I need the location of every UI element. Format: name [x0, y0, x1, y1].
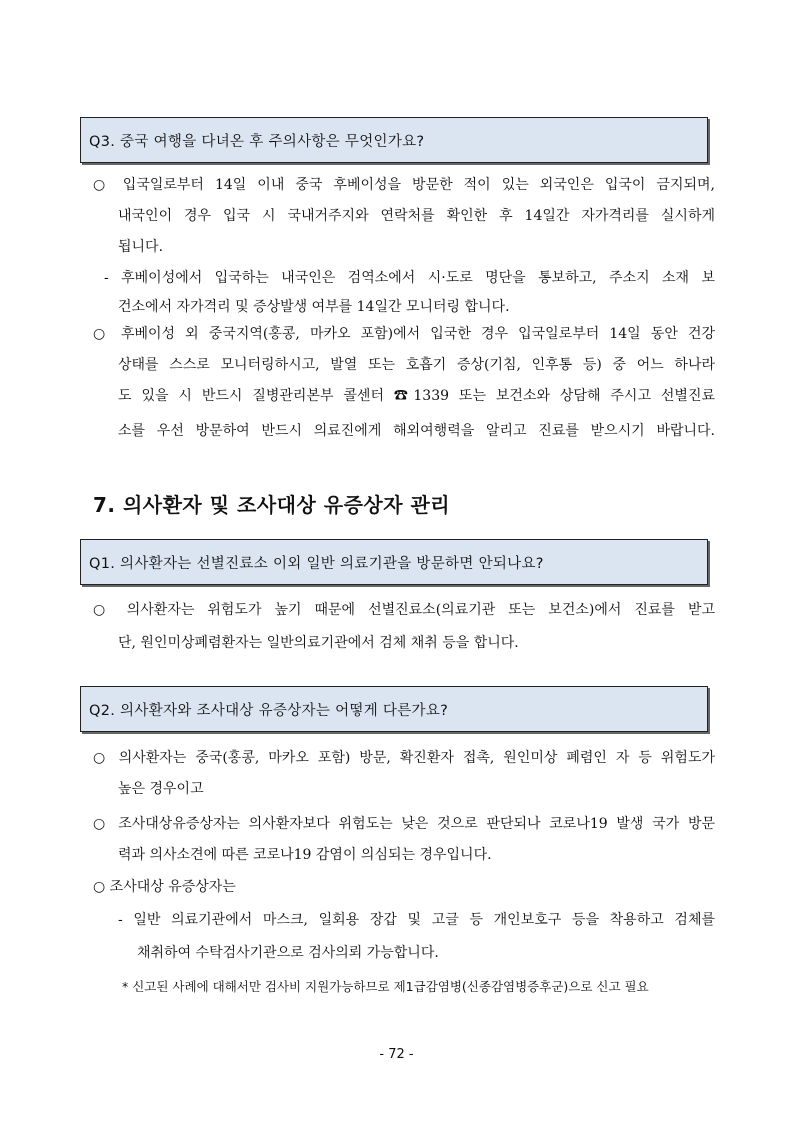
q3-line-3: 됩니다.	[118, 239, 164, 255]
q3-line-4: - 후베이성에서 입국하는 내국인은 검역소에서 시·도로 명단을 통보하고, 주소지 소재 보	[104, 270, 715, 286]
q2-line-5: ○ 조사대상 유증상자는	[93, 879, 236, 895]
q3-line-8: 도 있을 시 반드시 질병관리본부 콜센터 ☎1339 또는 보건소와 상담해 주시고 선별진료	[118, 388, 715, 404]
q3-line-6: ○ 후베이성 외 중국지역(홍콩, 마카오 포함)에서 입국한 경우 입국일로부터 14일 동안 건강	[93, 326, 715, 342]
q3-line-2: 내국인이 경우 입국 시 국내거주지와 연락처를 확인한 후 14일간 자가격리를 실시하게	[118, 208, 715, 224]
page-number: - 72 -	[379, 1047, 414, 1062]
q2-line-1: ○ 의사환자는 중국(홍콩, 마카오 포함) 방문, 확진환자 접촉, 원인미상 폐렴인 자 등 위험도가	[93, 750, 715, 766]
q1-line-1: ○ 의사환자는 위험도가 높기 때문에 선별진료소(의료기관 또는 보건소)에서 진료를 받고	[93, 602, 715, 618]
section-heading: 7. 의사환자 및 조사대상 유증상자 관리	[93, 493, 451, 517]
q3-line-7: 상태를 스스로 모니터링하시고, 발열 또는 호흡기 증상(기침, 인후통 등) 중 어느 하나라	[118, 357, 715, 373]
q3-line-9: 소를 우선 방문하여 반드시 의료진에게 해외여행력을 알리고 진료를 받으시기 바랍니다.	[118, 423, 715, 439]
q2-line-2: 높은 경우이고	[118, 781, 204, 797]
q2-line-7: 채취하여 수탁검사기관으로 검사의뢰 가능합니다.	[137, 945, 439, 961]
question-box-q3	[80, 117, 708, 163]
q3-line-1: ○ 입국일로부터 14일 이내 중국 후베이성을 방문한 적이 있는 외국인은 입국이 금지되며,	[93, 177, 715, 193]
q2-line-6: - 일반 의료기관에서 마스크, 일회용 장갑 및 고글 등 개인보호구 등을 착용하고 검체를	[118, 912, 715, 928]
question-box-q2	[80, 686, 708, 732]
q2-line-3: ○ 조사대상유증상자는 의사환자보다 위험도는 낮은 것으로 판단되나 코로나19 발생 국가 방문	[93, 816, 715, 832]
question-q2: Q2. 의사환자와 조사대상 유증상자는 어떻게 다른가요?	[89, 702, 449, 719]
question-q1: Q1. 의사환자는 선별진료소 이외 일반 의료기관을 방문하면 안되나요?	[89, 555, 544, 572]
footnote: * 신고된 사례에 대해서만 검사비 지원가능하므로 제1급감염병(신종감염병증후군)으로 신고 필요	[122, 979, 649, 994]
q2-line-4: 력과 의사소견에 따른 코로나19 감염이 의심되는 경우입니다.	[118, 847, 492, 863]
question-q3: Q3. 중국 여행을 다녀온 후 주의사항은 무엇인가요?	[89, 133, 425, 150]
question-box-q1	[80, 539, 708, 585]
q3-line-5: 건소에서 자가격리 및 증상발생 여부를 14일간 모니터링 합니다.	[118, 299, 510, 315]
q1-line-2: 단, 원인미상폐렴환자는 일반의료기관에서 검체 채취 등을 합니다.	[118, 635, 519, 651]
